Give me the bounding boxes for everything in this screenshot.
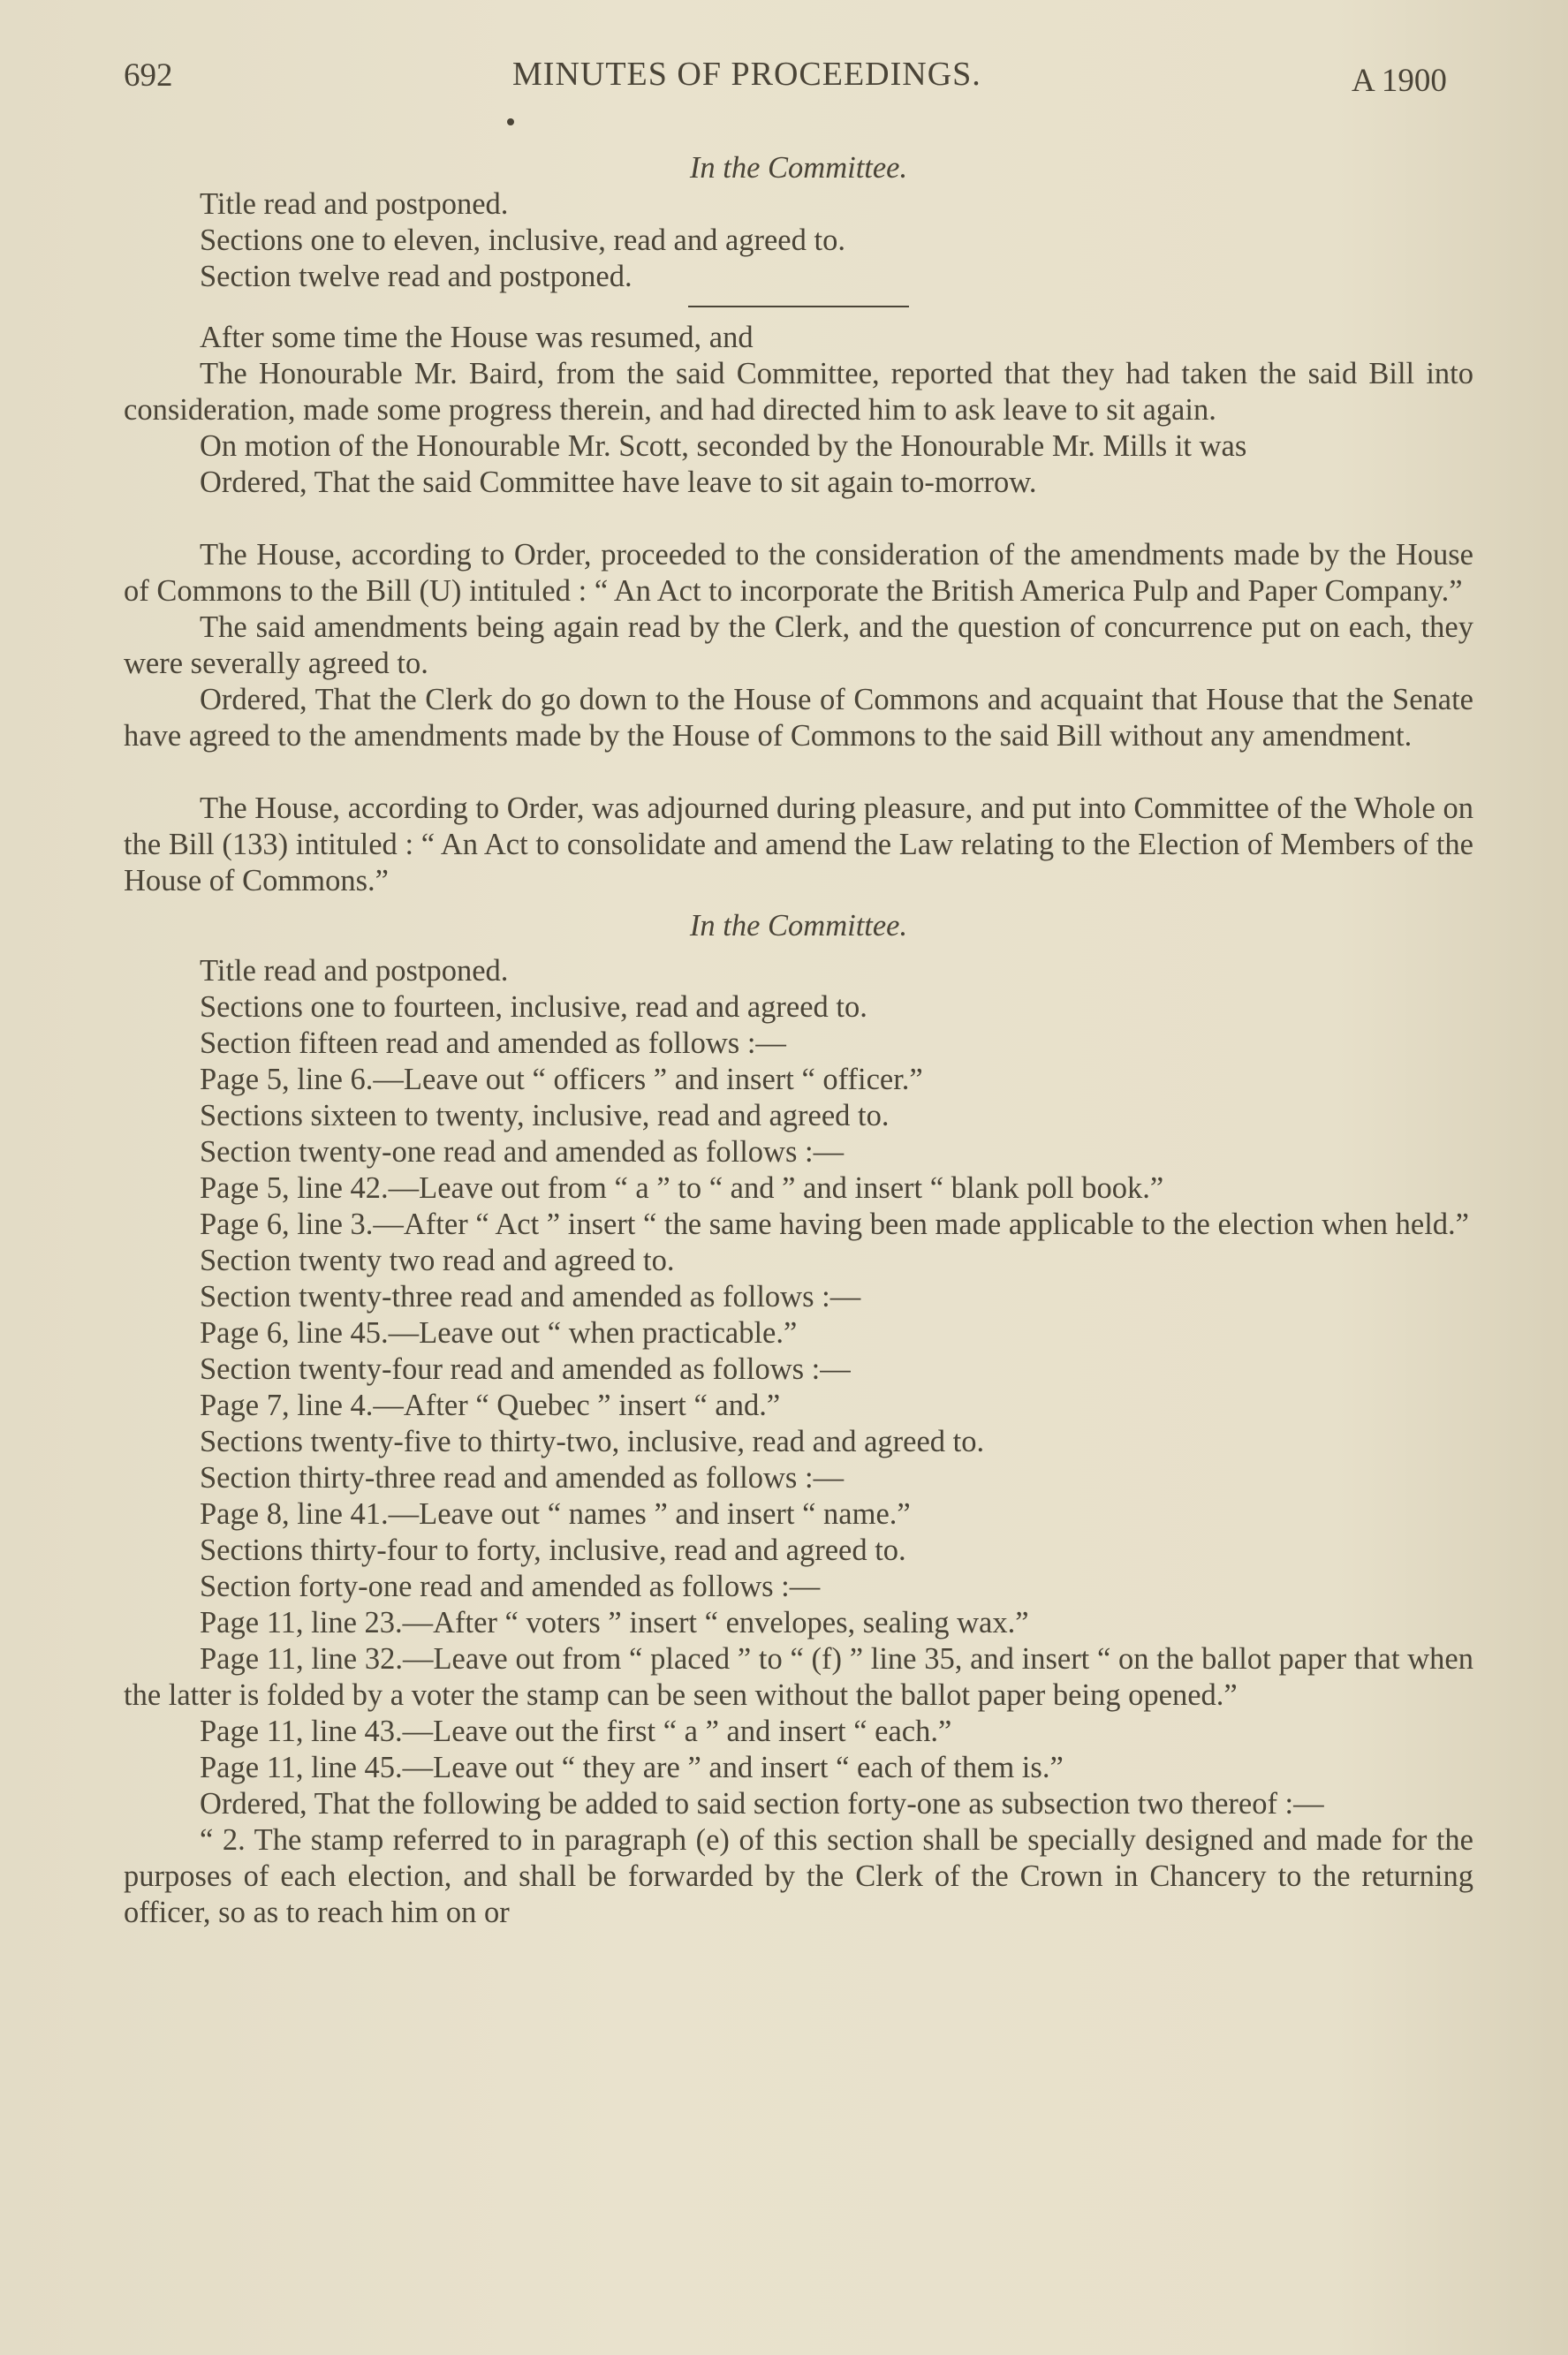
minute-paragraph: After some time the House was resumed, and <box>200 321 754 354</box>
minute-line: Title read and postponed. <box>200 187 509 221</box>
minute-paragraph: The House, according to Order, was adjourned during pleasure, and put into Committee of the Whole on the Bill (133) intituled : “ An Act to consolidate and amend the Law relating to the Election of Members of the House of Commons.” <box>124 791 1473 897</box>
minute-line: “ 2. The stamp referred to in paragraph (e) of this section shall be specially designed and made for the purposes of each election, and shall be forwarded by the Clerk of the Crown in Chancery to the returning officer, so as to reach him on or <box>124 1823 1473 1929</box>
minute-line: Page 6, line 3.—After “ Act ” insert “ the same having been made applicable to the election when held.” <box>200 1208 1469 1241</box>
section-divider <box>688 306 909 307</box>
minute-line: Sections thirty-four to forty, inclusive, read and agreed to. <box>200 1533 906 1567</box>
page-header <box>124 51 1475 104</box>
minute-line: Sections one to fourteen, inclusive, read and agreed to. <box>200 990 867 1024</box>
minute-line: Page 5, line 42.—Leave out from “ a ” to “ and ” and insert “ blank poll book.” <box>200 1171 1164 1205</box>
minute-line: Sections twenty-five to thirty-two, inclusive, read and agreed to. <box>200 1425 985 1458</box>
minute-line: Page 11, line 45.—Leave out “ they are ” and insert “ each of them is.” <box>200 1751 1064 1784</box>
minute-paragraph: The Honourable Mr. Baird, from the said Committee, reported that they had taken the said Bill into consideration, made some progress therein, and had directed him to ask leave to sit again. <box>124 357 1473 427</box>
minute-line: Page 11, line 32.—Leave out from “ placed ” to “ (f) ” line 35, and insert “ on the ballot paper that when the latter is folded by a voter the stamp can be seen without the ballot paper being opened.” <box>124 1642 1473 1712</box>
minute-line: Section twenty two read and agreed to. <box>200 1244 675 1277</box>
section-heading: In the Committee. <box>689 909 908 943</box>
minute-paragraph: Ordered, That the said Committee have leave to sit again to-morrow. <box>200 466 1037 499</box>
page-body <box>124 150 1473 1931</box>
minute-paragraph: The House, according to Order, proceeded to the consideration of the amendments made by the House of Commons to the Bill (U) intituled : “ An Act to incorporate the British America Pulp and Paper Company.” <box>124 538 1473 608</box>
running-title: MINUTES OF PROCEEDINGS. <box>512 56 981 93</box>
page-number: 692 <box>124 57 173 94</box>
minute-paragraph: On motion of the Honourable Mr. Scott, seconded by the Honourable Mr. Mills it was <box>200 429 1247 463</box>
minute-line: Page 8, line 41.—Leave out “ names ” and insert “ name.” <box>200 1497 911 1531</box>
minute-line: Section thirty-three read and amended as follows :— <box>200 1461 845 1495</box>
session-label: A 1900 <box>1352 63 1447 99</box>
minute-line: Sections sixteen to twenty, inclusive, read and agreed to. <box>200 1099 890 1132</box>
minute-line: Page 11, line 23.—After “ voters ” insert “ envelopes, sealing wax.” <box>200 1606 1029 1639</box>
minute-line: Sections one to eleven, inclusive, read and agreed to. <box>200 223 845 257</box>
minute-line: Section twenty-one read and amended as follows :— <box>200 1135 845 1169</box>
minute-line: Section fifteen read and amended as follows :— <box>200 1026 786 1060</box>
minute-line: Page 7, line 4.—After “ Quebec ” insert “ and.” <box>200 1389 781 1422</box>
section-heading: In the Committee. <box>689 151 908 185</box>
minute-line: Section twenty-three read and amended as follows :— <box>200 1280 861 1314</box>
minute-paragraph: Ordered, That the Clerk do go down to the House of Commons and acquaint that House that the Senate have agreed to the amendments made by the House of Commons to the said Bill without any amendment. <box>124 683 1473 753</box>
minute-line: Section twenty-four read and amended as follows :— <box>200 1352 851 1386</box>
minute-line: Title read and postponed. <box>200 954 509 988</box>
minute-line: Section twelve read and postponed. <box>200 260 633 293</box>
minute-paragraph: The said amendments being again read by the Clerk, and the question of concurrence put on each, they were severally agreed to. <box>124 610 1473 680</box>
minute-line: Page 11, line 43.—Leave out the first “ a ” and insert “ each.” <box>200 1715 952 1748</box>
minute-line: Section forty-one read and amended as follows :— <box>200 1570 821 1603</box>
ink-dot <box>507 118 514 125</box>
minute-line: Ordered, That the following be added to said section forty-one as subsection two thereof :— <box>200 1787 1324 1821</box>
minute-line: Page 6, line 45.—Leave out “ when practicable.” <box>200 1316 798 1350</box>
minute-line: Page 5, line 6.—Leave out “ officers ” and insert “ officer.” <box>200 1063 923 1096</box>
